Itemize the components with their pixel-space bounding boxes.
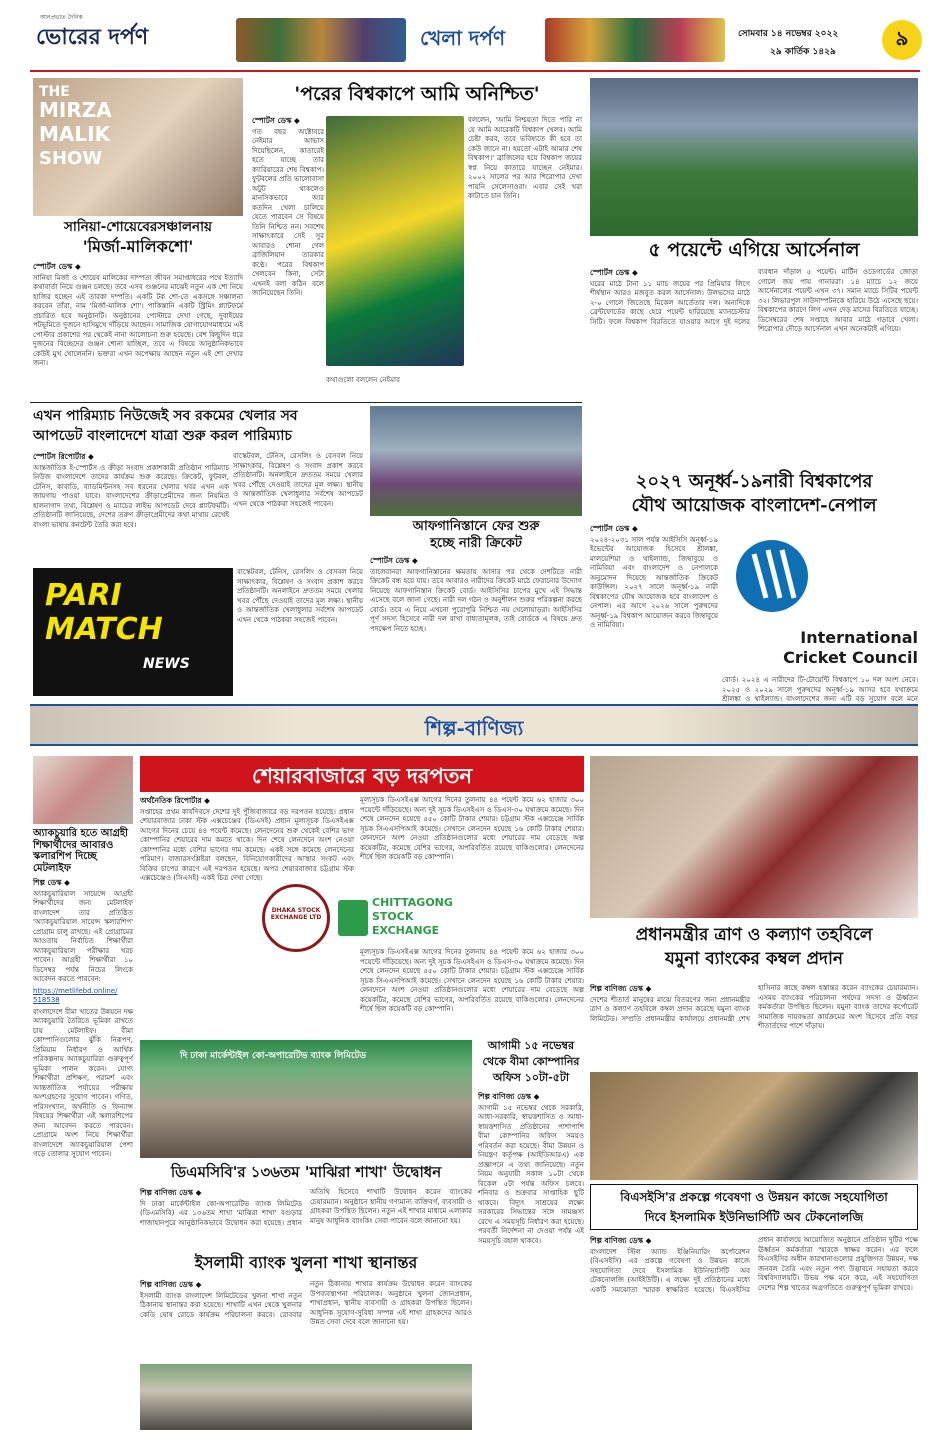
metlife-body-text-2: বাংলাদেশে বীমা খাতের উন্নয়নে দক্ষ অ্যাকচুয়ারি তৈরিতে ভূমিকা রাখতে চায় মেটলাইফ। বীমা কোম্পানিগুলোর ঝুঁকি নিরূপণ, প্রিমিয়াম নির্ধারণ ও আর্থিক পরিকল্পনায় অ্যাকচুয়ারিরা গুরুত্বপূর্ণ ভূমিকা পালন করেন। যোগ্য শিক্ষার্থীরা প্রশিক্ষণ, পরামর্শ এবং আন্তর্জাতিক পর্যায়ের পরীক্ষায় অংশগ্রহণের সুযোগ পাবেন। গণিত, পরিসংখ্যান, অর্থনীতি ও ফিন্যান্স বিষয়ের শিক্ষার্থীরা এই স্কলারশিপের জন্য আবেদন করতে পারবেন। প্রোগ্রামে অংশ নিয়ে শিক্ষার্থীরা বাংলাদেশে অ্যাকচুয়ারিয়াল পেশা গড়ে তোলার সুযোগ পাবেন। [33,1007,133,1158]
islami-headline: ইসলামী ব্যাংক খুলনা শাখা স্থানান্তর [194,1253,418,1272]
insurance-body-text: আগামী ১৫ নভেম্বর থেকে সরকারি, আধা-সরকারি, স্বায়ত্তশাসিত ও আধা-স্বায়ত্তশাসিত প্রতিষ্ঠানের পাশাপাশি বীমা কোম্পানির অফিস সময়ও পরিবর্তন করা হয়েছে। বীমা উন্নয়ন ও নিয়ন্ত্রণ কর্তৃপক্ষ (আইডিআরএ) এক প্রজ্ঞাপনে এ তথ্য জানিয়েছে। নতুন নিয়ম অনুযায়ী সকাল ১০টা থেকে বিকেল ৫টা পর্যন্ত অফিস চলবে। শনিবার ও শুক্রবার সাপ্তাহিক ছুটি থাকবে। বিদ্যুৎ সাশ্রয়ের লক্ষ্যে সরকারের সিদ্ধান্তের সঙ্গে সামঞ্জস্য রেখে এ সময়সূচি নির্ধারণ করা হয়েছে। পরবর্তী নির্দেশনা না দেওয়া পর্যন্ত এই সময়সূচি বহাল থাকবে। [478,1103,584,1245]
mirza-headline-2: 'মির্জা-মালিকশো' [82,237,194,256]
page-number-badge [882,20,922,60]
arsenal-headline: ৫ পয়েন্টে এগিয়ে আর্সেনাল [648,239,860,261]
masthead-divider [30,70,920,72]
dmcb-article-body [140,1188,472,1248]
islami-bank-photo [140,1364,472,1430]
icc-name-line-1: International [800,628,918,647]
share-body-text: সপ্তাহের প্রথম কার্যদিবসে দেশের দুই পুঁজিবাজারে বড় দরপতন হয়েছে। প্রধান শেয়ারবাজার ঢাকা স্টক এক্সচেঞ্জের (ডিএসই) প্রধান মূল্যসূচক ডিএসইএক্স আগের দিনের চেয়ে ৪৪ পয়েন্ট কমেছে। লেনদেনের শুরু থেকেই বেশির ভাগ কোম্পানির শেয়ারের দাম কমতে থাকে। দিন শেষে লেনদেনে অংশ নেওয়া কোম্পানির মধ্যে বেশির ভাগের দাম কমেছে। একই সঙ্গে কমেছে লেনদেনের পরিমাণ। বাজারসংশ্লিষ্টরা বলছেন, বিনিয়োগকারীদের আস্থার সংকট এবং বিক্রির চাপের কারণে এই দরপতন হয়েছে। অপর শেয়ারবাজার চট্টগ্রাম স্টক এক্সচেঞ্জেও (সিএসই) একই চিত্র দেখা গেছে। [140,807,354,882]
cse-name-line-3: EXCHANGE [372,924,440,937]
parimatch-headline-1: এখন পারিম্যাচ নিউজেই সব রকমের খেলার সব [33,408,298,424]
jamuna-headline-1: প্রধানমন্ত্রীর ত্রাণ ও কল্যাণ তহবিলে [635,925,873,945]
islami-article-body [140,1280,472,1360]
bsec-headline-box [590,1184,918,1230]
icc-name-line-2: Cricket Council [783,648,918,667]
neymar-body-right: বললেন, 'আমি নিশ্চয়তা দিতে পারি না যে আমি আরেকটি বিশ্বকাপ খেলব। আমি চেষ্টা করব, তবে ভবিষ্যতে কী হবে তা কেউ জানে না। হয়তো এটাই আমার শেষ বিশ্বকাপ।' ব্রাজিলের হয়ে বিশ্বকাপ জয়ের স্বপ্ন নিয়ে কাতারে যাচ্ছেন নেইমার। ২০০২ সালের পর আর শিরোপার দেখা পায়নি সেলেসাওরা। এবার সেই খরা কাটাতে চান তিনি। [468,116,582,200]
mirza-byline: স্পোর্টস ডেস্ক ◆ [33,262,81,271]
jamuna-byline: শিল্প বাণিজ্য ডেস্ক ◆ [590,984,652,993]
afghan-byline: স্পোর্টস ডেস্ক ◆ [370,556,418,565]
bsec-headline-1: বিএসইসি'র প্রকল্পে গবেষণা ও উন্নয়ন কাজে সহযোগিতা [620,1190,888,1204]
bsec-body-text: বাংলাদেশ স্টিল অ্যান্ড ইঞ্জিনিয়ারিং কর্পোরেশন (বিএসইসি) এর প্রকল্পে গবেষণা ও উন্নয়ন কাজে সহযোগিতা দেবে ইসলামিক ইউনিভার্সিটি অব টেকনোলজি (আইইউটি)। এ লক্ষ্যে দুই প্রতিষ্ঠানের মধ্যে একটি সমঝোতা স্মারক স্বাক্ষরিত হয়েছে। বিএসইসির প্রধান কার্যালয়ে আয়োজিত অনুষ্ঠানে প্রতিষ্ঠান দুটির পক্ষে ঊর্ধ্বতন কর্মকর্তারা স্মারকে স্বাক্ষর করেন। এর ফলে বিএসইসির অধীন কারখানাগুলোর প্রযুক্তিগত উন্নয়ন, দক্ষ জনবল তৈরি এবং নতুন পণ্য উদ্ভাবনে সহায়তা করবে বিশ্ববিদ্যালয়টি। উভয় পক্ষ মনে করে, এই সহযোগিতা দেশের শিল্প খাতের অগ্রগতিতে গুরুত্বপূর্ণ ভূমিকা রাখবে। [590,1236,918,1294]
mirza-malik-photo [33,78,243,216]
section-divider-1 [30,402,582,403]
masthead-tagline: আনপ্রভাত দৈনিক [40,14,83,21]
share-body-text-2: মূল্যসূচক ডিএসইএক্স আগের দিনের তুলনায় ৪৪ পয়েন্ট কমে ৬২ হাজার ৩০০ পয়েন্টে দাঁড়িয়েছে। অন্য দুই সূচক ডিএসইএস ও ডিএস-৩০ যথাক্রমে কমেছে। দিন শেষে লেনদেন হয়েছে ৫৫০ কোটি টাকার শেয়ার। চট্টগ্রাম স্টক এক্সচেঞ্জে সার্বিক সূচক সিএএসপিআই কমেছে। সেখানে লেনদেন হয়েছে ১৬ কোটি টাকার শেয়ার। লেনদেনে অংশ নেওয়া প্রতিষ্ঠানগুলোর মধ্যে শেয়ারের দাম বেড়েছে অল্প কয়েকটির, কমেছে বেশির ভাগের, অপরিবর্তিত রয়েছে বাকিগুলোর। লেনদেনের শীর্ষে ছিল কয়েকটি বড় কোম্পানি। [360,796,584,861]
metlife-link-line-2[interactable]: 518538 [33,996,60,1004]
parimatch-body-text: আন্তর্জাতিক ই-স্পোর্টস ও ক্রীড়া সংবাদ প্রকাশকারী প্রতিষ্ঠান পারিম্যাচ নিউজ বাংলাদেশে তাদের কার্যক্রম শুরু করেছে। ক্রিকেট, ফুটবল, টেনিস, কাবাডি, ব্যাডমিন্টনসহ সব ধরনের খেলার খবর এখন এক জায়গায় পাওয়া যাবে। বাংলাদেশের ক্রীড়াপ্রেমীদের জন্য নিয়মিত হালনাগাদ তথ্য, বিশ্লেষণ ও ম্যাচের লাইভ আপডেট দেবে প্ল্যাটফর্মটি। প্রতিষ্ঠানটি জানিয়েছে, দেশের তরুণ ক্রীড়াপ্রেমীদের কথা মাথায় রেখেই বাংলা ভাষায় কনটেন্ট তৈরি করা হবে। [33,463,229,529]
masthead-date-gregorian: সোমবার ১৪ নভেম্বর ২০২২ [738,29,839,39]
jamuna-article-body [590,984,918,1064]
page-number: ৯ [895,25,909,50]
parimatch-headline-2: আপডেট বাংলাদেশে যাত্রা শুরু করল পারিম্যাচ [33,428,292,444]
show-title-show: SHOW [39,148,103,169]
share-body-text-3: মূল্যসূচক ডিএসইএক্স আগের দিনের তুলনায় ৪৪ পয়েন্ট কমে ৬২ হাজার ৩০০ পয়েন্টে দাঁড়িয়েছে। অন্য দুই সূচক ডিএসইএস ও ডিএস-৩০ যথাক্রমে কমেছে। দিন শেষে লেনদেন হয়েছে ৫৫০ কোটি টাকার শেয়ার। চট্টগ্রাম স্টক এক্সচেঞ্জে সার্বিক সূচক সিএএসপিআই কমেছে। সেখানে লেনদেন হয়েছে ১৬ কোটি টাকার শেয়ার। লেনদেনে অংশ নেওয়া প্রতিষ্ঠানগুলোর মধ্যে শেয়ারের দাম বেড়েছে অল্প কয়েকটির, কমেছে বেশির ভাগের, অপরিবর্তিত রয়েছে বাকিগুলোর। লেনদেনের শীর্ষে ছিল কয়েকটি বড় কোম্পানি। [360,948,584,1013]
neymar-body-left: গত বছর অক্টোবরে নেইমার আভাস দিয়েছিলেন, কাতারেই হতে যাচ্ছে তার ক্যারিয়ারের শেষ বিশ্বকাপ। ফুটবলের প্রতি ভালোবাসা অটুট থাকলেও মানসিকভাবে আর কতদিন খেলা চালিয়ে যেতে পারবেন সে বিষয়ে তিনি নিশ্চিত নন। সবশেষ সাক্ষাৎকারে সেই সুর আবারও শোনা গেল ব্রাজিলিয়ান তারকার কণ্ঠে। পরের বিশ্বকাপ খেলবেন কিনা, সেটা এখনই বলা কঠিন বলে জানিয়েছেন তিনি। [252,127,324,297]
parimatch-logo-pari: PARI [45,578,122,613]
metlife-article-body [33,878,133,1428]
u19-byline: স্পোর্টস ডেস্ক ◆ [590,524,638,533]
dmcb-banner-text: দি ঢাকা মার্কেন্টাইল কো-অপারেটিভ ব্যাংক লিমিটেড [180,1051,367,1061]
metlife-link[interactable] [33,987,133,1006]
mirza-headline-1: সানিয়া-শোয়েবেরসঞ্চালনায় [64,219,212,235]
icc-logo [722,530,918,670]
business-section-band [30,704,918,746]
mirza-article-body [33,262,243,400]
parimatch-body-text-3: বাস্কেটবল, টেনিস, রেসলিং ও বেসবল নিয়ে সাক্ষাৎকার, বিশ্লেষণ ও সংবাদ প্রকাশ করবে প্রতিষ্ঠানটি। অনলাইনে দ্রুততম সময়ে খেলার খবর পৌঁছে দেওয়াই তাদের মূল লক্ষ্য। স্থানীয় ও আন্তর্জাতিক খেলাধুলার সর্বশেষ আপডেট এখন থেকে পাঠকরা সহজেই পাবেন। [237,568,363,624]
bsec-article-body [590,1236,918,1428]
metlife-link-line-1[interactable]: https://metlifebd.online/ [33,986,118,995]
masthead-date-bangla: ২৯ কার্তিক ১৪২৯ [770,47,836,57]
dse-logo-text: DHAKA STOCK EXCHANGE LTD [270,907,322,921]
share-headline: শেয়ারবাজারে বড় দরপতন [251,763,473,788]
metlife-photo [33,756,133,824]
afghan-article-body [370,556,582,696]
parimatch-byline: স্পোর্টস রিপোর্টার ◆ [33,452,94,461]
metlife-body-text: অ্যাকচুয়ারিয়াল সায়েন্সে আগ্রহী শিক্ষার্থীদের জন্য মেটলাইফ বাংলাদেশ তার প্রতিষ্ঠিত 'অ্যাকচুয়ারিয়াল সায়েন্স স্কলারশিপ' প্রোগ্রাম চালু রাখছে। এই প্রোগ্রামের আওতায় নির্বাচিত শিক্ষার্থীরা অ্যাকচুয়ারিয়াল পরীক্ষার খরচ পাবেন। আগ্রহী শিক্ষার্থীরা ১০ ডিসেম্বর পর্যন্ত নিচের লিংকে আবেদন করতে পারবেন: [33,889,133,983]
arsenal-article-body [590,268,918,398]
show-title-the: THE [39,84,70,100]
neymar-right-column [468,116,582,386]
u19-body-text-2: বোর্ড। ২০২৪ এ নারীদের টি-টোয়েন্টি বিশ্বকাপে ১০ দল অংশ নেবে। ২০২৫ ও ২০২৯ সালে পুরুষদের অনূর্ধ্ব-১৯ আসর হবে যথাক্রমে শ্রীলঙ্কা ও থাইল্যান্ড। বাংলাদেশের জন্য এটি বড় সুযোগ বলে মনে [722,676,918,703]
bsec-headline-2: দিবে ইসলামিক ইউনিভার্সিটি অব টেকনোলজি [644,1210,864,1224]
cse-name-line-2: STOCK [372,910,414,923]
metlife-byline: শিল্প ডেস্ক ◆ [33,878,70,887]
u19-headline-2: যৌথ আয়োজক বাংলাদেশ-নেপাল [631,495,877,516]
parimatch-body-col-2 [233,452,363,562]
u19-headline-1: ২০২৭ অনূর্ধ্ব-১৯নারী বিশ্বকাপের [635,471,873,492]
mirza-body-text: সানিয়া মির্জা ও শোয়েব মালিকের দাম্পত্য জীবন সমাপ্তাধরের পথে ইত্যাদি কথাবার্তা নিয়ে গুঞ্জন চলছে। তবে এসব গুঞ্জনের মাঝেই নতুন এক শো নিয়ে হাজির হচ্ছেন এই তারকা দম্পতি। একটি টক শো-তে একসঙ্গে সঞ্চালনা করবেন তাঁরা, নাম 'মির্জা-মালিক শো'। পাকিস্তানি একটি স্ট্রিমিং প্ল্যাটফর্মে প্রচারিত হবে অনুষ্ঠানটি। অনুষ্ঠানের পোস্টারে দেখা গেছে, দুবাইয়ের পটভূমিতে দুজনে হাসিমুখে দাঁড়িয়ে আছেন। সামাজিক যোগাযোগমাধ্যমে এই পোস্টার প্রকাশের পর থেকেই নানা আলোচনা শুরু হয়েছে। বেশ কিছুদিন ধরে দুজনের বিচ্ছেদের গুঞ্জন শোনা যাচ্ছিল, তবে এ বিষয়ে আনুষ্ঠানিকভাবে কেউই মুখ খোলেননি। ভক্তরা এখন অপেক্ষায় আছেন নতুন এই শো দেখার জন্য। [33,273,243,367]
masthead-section-title: খেলা দর্পণ [420,26,506,50]
jamuna-body-text: দেশের শীতার্ত মানুষের মাঝে বিতরণের জন্য প্রধানমন্ত্রীর ত্রাণ ও কল্যাণ তহবিলে কম্বল প্রদান করেছে যমুনা ব্যাংক লিমিটেড। সম্প্রতি প্রধানমন্ত্রীর কার্যালয়ে প্রধানমন্ত্রী শেখ হাসিনার কাছে কম্বল হস্তান্তর করেন ব্যাংকের চেয়ারম্যান। এসময় ব্যাংকের পরিচালনা পর্ষদের সদস্য ও ঊর্ধ্বতন কর্মকর্তারা উপস্থিত ছিলেন। যমুনা ব্যাংক তাদের কর্পোরেট সামাজিক দায়বদ্ধতা কার্যক্রমের অংশ হিসেবে প্রতি বছর শীতার্তদের পাশে দাঁড়ায়। [590,984,918,1030]
neymar-headline: 'পরের বিশ্বকাপে আমি অনিশ্চিত' [294,83,540,105]
dse-logo [262,884,330,952]
dmcb-inauguration-photo [140,1040,472,1158]
masthead-paper-name: ভোরের দর্পণ [36,24,149,50]
parimatch-continued [237,568,363,696]
arsenal-byline: স্পোর্টস ডেস্ক ◆ [590,268,638,277]
arsenal-match-photo [590,78,918,236]
dmcb-body-text: দি ঢাকা মার্কেন্টাইল কো-অপারেটিভ ব্যাংক লিমিটেড (ডিএমসিবি) এর ১৩৬তম শাখা 'মাঝিরা শাখা' বগুড়ার শাজাহানপুরে আনুষ্ঠানিকভাবে উদ্বোধন করা হয়েছে। প্রধান অতিথি হিসেবে শাখাটি উদ্বোধন করেন ব্যাংকের চেয়ারম্যান। অনুষ্ঠানে স্থানীয় গণ্যমান্য ব্যক্তিবর্গ, ব্যবসায়ী ও গ্রাহকরা উপস্থিত ছিলেন। নতুন এই শাখার মাধ্যমে এলাকার মানুষ আধুনিক ব্যাংকিং সেবা পাবেন বলে জানানো হয়। [140,1188,472,1227]
masthead [0,0,945,72]
u19-continued [722,676,918,703]
insurance-byline: শিল্প বাণিজ্য ডেস্ক ◆ [478,1092,540,1101]
share-body-col-2 [360,796,584,882]
bsec-byline: শিল্প বাণিজ্য ডেস্ক ◆ [590,1236,652,1245]
parimatch-logo-panel [33,568,233,696]
share-headline-bar [140,756,584,792]
masthead-banner-art [236,18,406,62]
u19-article-body [590,524,718,696]
neymar-photo [326,116,464,366]
dmcb-byline: শিল্প বাণিজ্য ডেস্ক ◆ [140,1188,202,1197]
share-body-col-3 [360,948,584,1036]
islami-body-text: ইসলামী ব্যাংক বাংলাদেশ লিমিটেডের খুলনা শাখা নতুন ঠিকানায় স্থানান্তর করা হয়েছে। শাখাটি এখন থেকে খুলনার কেডি ঘোষ রোডে কার্যক্রম পরিচালনা করবে। রোববার নতুন ঠিকানায় শাখার কার্যক্রম উদ্বোধন করেন ব্যাংকের উপব্যবস্থাপনা পরিচালক। অনুষ্ঠানে খুলনা জোনপ্রধান, শাখাপ্রধান, স্থানীয় ব্যবসায়ী ও গ্রাহকরা উপস্থিত ছিলেন। আধুনিক সুযোগ-সুবিধা সম্পন্ন এই শাখা গ্রাহকদের আরও উন্নত সেবা দেবে বলে জানানো হয়। [140,1280,472,1326]
insurance-article-body [478,1092,584,1428]
masthead-banner-art-2 [545,18,725,62]
afghan-headline-2: হচ্ছে নারী ক্রিকেট [430,536,522,551]
cse-logo-mark [338,900,368,936]
insurance-headline-2: থেকে বীমা কোম্পানির [482,1055,580,1068]
show-title-mirza: MIRZA [39,98,112,122]
afghan-women-cricket-photo [370,406,582,516]
islami-byline: শিল্প বাণিজ্য ডেস্ক ◆ [140,1280,202,1289]
cse-name-line-1: CHITTAGONG [372,896,453,909]
jamuna-headline-2: যমুনা ব্যাংকের কম্বল প্রদান [664,949,844,969]
u19-body-text: ২০২৪-২০৩১ সাল পর্যন্ত আইসিসি অনূর্ধ্ব-১৯ ইভেন্টের আয়োজক হিসেবে শ্রীলঙ্কা, মালয়েশিয়া ও থাইল্যান্ড, জিম্বাবুয়ে ও নামিবিয়া এবং বাংলাদেশ ও নেপালকে অনুমোদন দিয়েছে আন্তর্জাতিক ক্রিকেট কাউন্সিল। ২০২৭ সালে অনূর্ধ্ব-১৯ নারী বিশ্বকাপের যৌথ আয়োজক হবে বাংলাদেশ ও নেপাল। এর আগে ২০২৬ সালে পুরুষদের অনূর্ধ্ব-১৯ বিশ্বকাপ আয়োজন করবে জিম্বাবুয়ে ও নামিবিয়া। [590,535,718,629]
dmcb-headline: ডিএমসিবি'র ১৩৬তম 'মাঝিরা শাখা' উদ্বোধন [170,1163,442,1181]
neymar-caption: কথাগুলো বললেন নেইমার [326,376,400,384]
insurance-headline-1: আগামী ১৫ নভেম্বর [487,1039,575,1052]
parimatch-body-text-2: বাস্কেটবল, টেনিস, রেসলিং ও বেসবল নিয়ে সাক্ষাৎকার, বিশ্লেষণ ও সংবাদ প্রকাশ করবে প্রতিষ্ঠানটি। অনলাইনে দ্রুততম সময়ে খেলার খবর পৌঁছে দেওয়াই তাদের মূল লক্ষ্য। স্থানীয় ও আন্তর্জাতিক খেলাধুলার সর্বশেষ আপডেট এখন থেকে পাঠকরা সহজেই পাবেন। [233,452,363,508]
cse-logo [338,896,478,942]
neymar-byline: স্পোর্টস ডেস্ক ◆ [252,116,300,125]
icc-emblem-icon [732,536,812,616]
afghan-body-text: তালেবানরা আফগানিস্তানের ক্ষমতায় আসার পর থেকে দেশটিতে নারী ক্রিকেট বন্ধ হয়ে যায়। তবে আবারও নারীদের ক্রিকেট মাঠে ফেরানোর উদ্যোগ নিয়েছে আফগানিস্তান ক্রিকেট বোর্ড। আইসিসির চাপের মুখে এই সিদ্ধান্ত এসেছে বলে জানা গেছে। নারী দল গঠন ও অনুশীলন শুরুর পরিকল্পনা করছে বোর্ড। তবে এ নিয়ে এখনো পুরোপুরি নিশ্চিত নয় খেলোয়াড়রা। আইসিসির পূর্ণ সদস্য হিসেবে নারী দল রাখা বাধ্যতামূলক, তাই বোর্ডকে এ বিষয়ে দ্রুত পদক্ষেপ নিতে হচ্ছে। [370,567,582,633]
parimatch-logo-news: NEWS [143,656,190,672]
metlife-headline: অ্যাকচুয়ারি হতে আগ্রহী শিক্ষার্থীদের আবারও স্কলারশিপ দিচ্ছে মেটলাইফ [33,828,129,874]
share-byline: অর্থনৈতিক রিপোর্টার ◆ [140,796,210,805]
neymar-left-column [252,116,324,398]
arsenal-body-text: ঘরের মাঠে টানা ১১ ম্যাচ জয়ের পর প্রিমিয়ার লিগে শীর্ষস্থান আরও মজবুত করল আর্সেনাল। উলভসের মাঠে ২-০ গোলে জিতেছে মিকেল আর্তেতার দল। অন্যদিকে ব্রেন্টফোর্ডের কাছে হেরে পয়েন্ট হারিয়েছে ম্যানচেস্টার সিটি। ফলে বিশ্বকাপ বিরতিতে যাওয়ার আগে দুই দলের ব্যবধান দাঁড়াল ৫ পয়েন্ট। মার্টিন ওডেগার্ডের জোড়া গোলে জয় পায় গানাররা। ১৪ ম্যাচে ১২ জয়ে আর্সেনালের পয়েন্ট এখন ৩৭। সমান ম্যাচে সিটির পয়েন্ট ৩২। লিভারপুল সাউদাম্পটনকে হারিয়ে উঠে এসেছে ছয়ে। বিশ্বকাপের কারণে লিগ এখন দেড় মাসের বিরতিতে যাচ্ছে। ডিসেম্বরের শেষ সপ্তাহে আবার মাঠে গড়াবে খেলা। শিরোপার দৌড়ে আর্সেনাল এখন অনেকটাই এগিয়ে। [590,268,918,333]
bsec-signing-photo [590,1072,918,1180]
jamuna-handover-photo [590,756,918,918]
parimatch-logo-match: MATCH [45,612,163,647]
business-section-title: শিল্প-বাণিজ্য [424,716,524,740]
parimatch-body-col-1 [33,452,229,562]
show-title-malik: MALIK [39,122,111,146]
afghan-headline-1: আফগানিস্তানে ফের শুরু [412,519,540,534]
insurance-headline-3: অফিস ১০টা-৫টা [492,1071,570,1084]
